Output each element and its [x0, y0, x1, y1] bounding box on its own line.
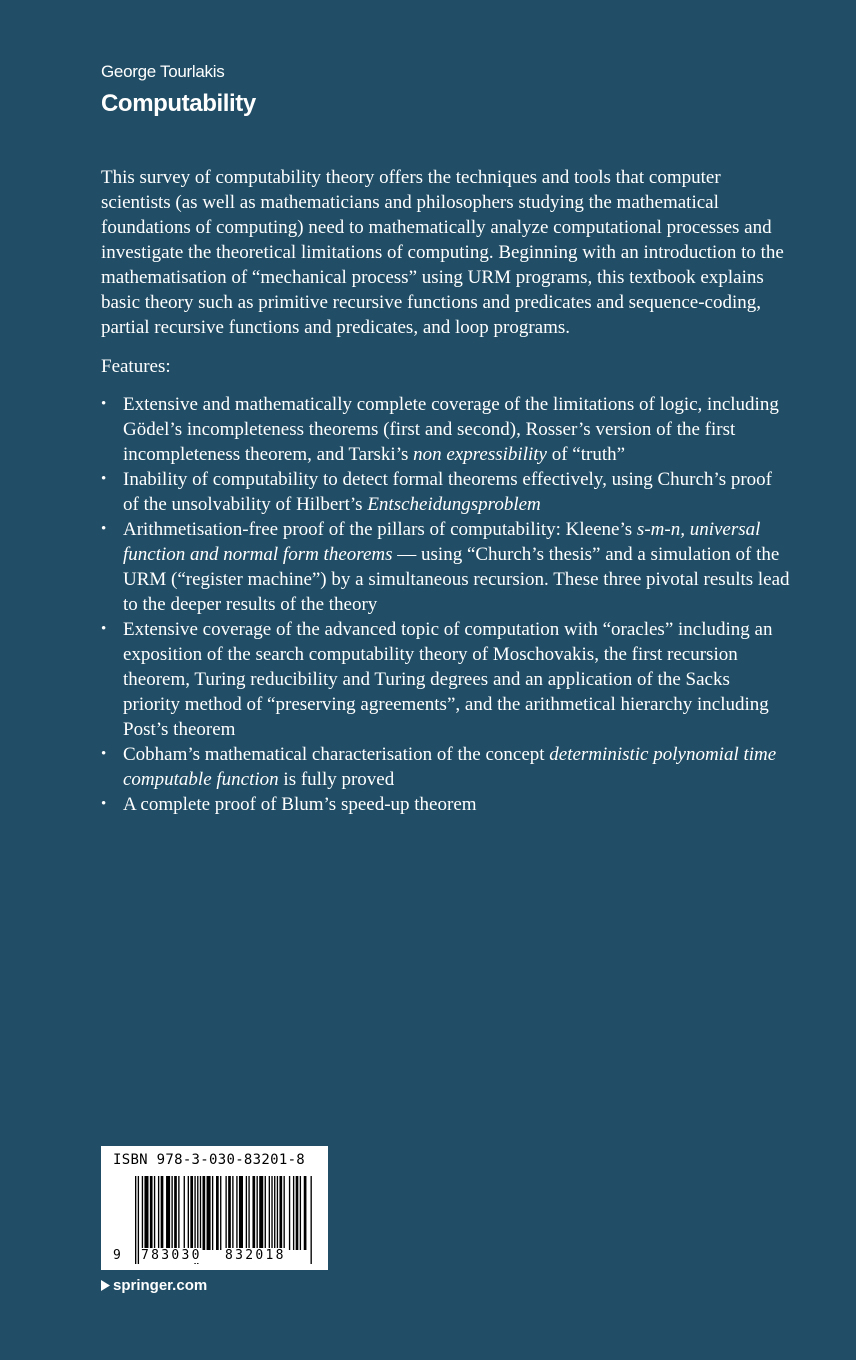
barcode-bar	[154, 1176, 155, 1250]
barcode-bar	[203, 1176, 206, 1250]
barcode-bar	[158, 1176, 159, 1250]
barcode-bar	[184, 1176, 185, 1250]
isbn-text: ISBN 978-3-030-83201-8	[113, 1152, 306, 1168]
barcode-bar	[228, 1176, 231, 1250]
barcode-bar	[135, 1176, 136, 1264]
barcode-bar	[311, 1176, 312, 1264]
feature-item: • Inability of computability to detect formal theorems effectively, using Church’s proof of the unsolvability of Hilbert’s Entscheidungsproblem	[101, 469, 772, 515]
barcode-bar	[257, 1176, 258, 1250]
book-title: Computability	[101, 90, 256, 117]
barcode-bar	[274, 1176, 275, 1250]
bullet-icon: •	[101, 746, 107, 762]
barcode-bar	[296, 1176, 299, 1250]
barcode-bar	[304, 1176, 307, 1250]
bullet-icon: •	[101, 621, 107, 637]
barcode-bar	[248, 1176, 249, 1250]
description: This survey of computability theory offers the techniques and tools that computer scientists (as well as mathematicians and philosophers studying the mathematical foundations of computing) need to mathematically analyze computational processes and investigate the theoretical limitations of computing. Beginning with an introduction to the mathematisation of “mechanical process” using URM programs, this textbook explains basic theory such as primitive recursive functions and predicates and sequence-coding, partial recursive functions and predicates, and loop programs.	[101, 167, 784, 338]
feature-item: • A complete proof of Blum’s speed-up theorem	[101, 794, 477, 815]
isbn-barcode	[101, 1146, 328, 1270]
barcode-bar	[171, 1176, 172, 1250]
barcode-bar	[252, 1176, 255, 1250]
barcode-bar	[188, 1176, 189, 1250]
publisher-url: springer.com	[113, 1277, 208, 1294]
barcode-bar	[279, 1176, 282, 1250]
barcode-bar	[200, 1176, 201, 1250]
barcode-bar	[269, 1176, 270, 1250]
barcode-bar	[212, 1176, 213, 1250]
barcode-bar	[161, 1176, 164, 1250]
barcode-digits-left: 783030	[141, 1248, 202, 1263]
barcode-bar	[289, 1176, 290, 1250]
feature-item: • Cobham’s mathematical characterisation of the concept deterministic polynomial time computable function is fully proved	[101, 744, 777, 790]
barcode-bar	[220, 1176, 221, 1250]
cover-text	[101, 165, 791, 817]
features-label: Features:	[101, 356, 171, 377]
barcode-bar	[190, 1176, 193, 1250]
barcode-bar	[284, 1176, 285, 1250]
play-arrow-icon	[101, 1280, 110, 1291]
barcode-bar	[178, 1176, 179, 1250]
barcode-digit-first: 9	[113, 1248, 124, 1263]
barcode-bar	[216, 1176, 219, 1250]
barcode-bar	[174, 1176, 177, 1250]
barcode-bar	[236, 1176, 237, 1250]
barcode-bar	[271, 1176, 272, 1250]
bullet-icon: •	[101, 796, 107, 812]
barcode-bar	[207, 1176, 211, 1250]
barcode-bar	[300, 1176, 301, 1250]
bullet-icon: •	[101, 396, 107, 412]
barcode-bar	[232, 1176, 233, 1250]
barcode-bar	[144, 1176, 148, 1250]
barcode-digits-right: 832018	[225, 1248, 286, 1263]
barcode-bar	[293, 1176, 294, 1250]
barcode-bar	[225, 1176, 226, 1250]
barcode-bar	[246, 1176, 247, 1250]
author-name: George Tourlakis	[101, 62, 225, 81]
barcode-bar	[239, 1176, 243, 1250]
barcode-bar	[259, 1176, 263, 1250]
barcode-bar	[138, 1176, 139, 1264]
feature-item: • Extensive and mathematically complete coverage of the limitations of logic, including Gödel’s incompleteness theorems (first and second), Rosser’s version of the first incompleteness theorem, and Tarski’s non expressibility of “truth”	[101, 394, 779, 465]
barcode-bar	[166, 1176, 170, 1250]
barcode-bar	[150, 1176, 153, 1250]
barcode-bar	[277, 1176, 278, 1250]
feature-item: • Arithmetisation-free proof of the pillars of computability: Kleene’s s-m-n, universal function and normal form theorems — using “Church’s thesis” and a simulation of the URM (“register machine”) by a simultaneous recursion. These three pivotal results lead to the deeper results of the theory	[101, 519, 790, 615]
bullet-icon: •	[101, 521, 107, 537]
bullet-icon: •	[101, 471, 107, 487]
features-list	[101, 392, 791, 817]
barcode-bar	[265, 1176, 266, 1250]
feature-item: • Extensive coverage of the advanced topic of computation with “oracles” including an exposition of the search computability theory of Moschovakis, the first recursion theorem, Turing reducibility and Turing degrees and an application of the Sacks priority method of “preserving agreements”, and the arithmetical hierarchy including Post’s theorem	[101, 619, 773, 740]
barcode-bar	[142, 1176, 143, 1250]
publisher-link[interactable]	[101, 1277, 207, 1294]
